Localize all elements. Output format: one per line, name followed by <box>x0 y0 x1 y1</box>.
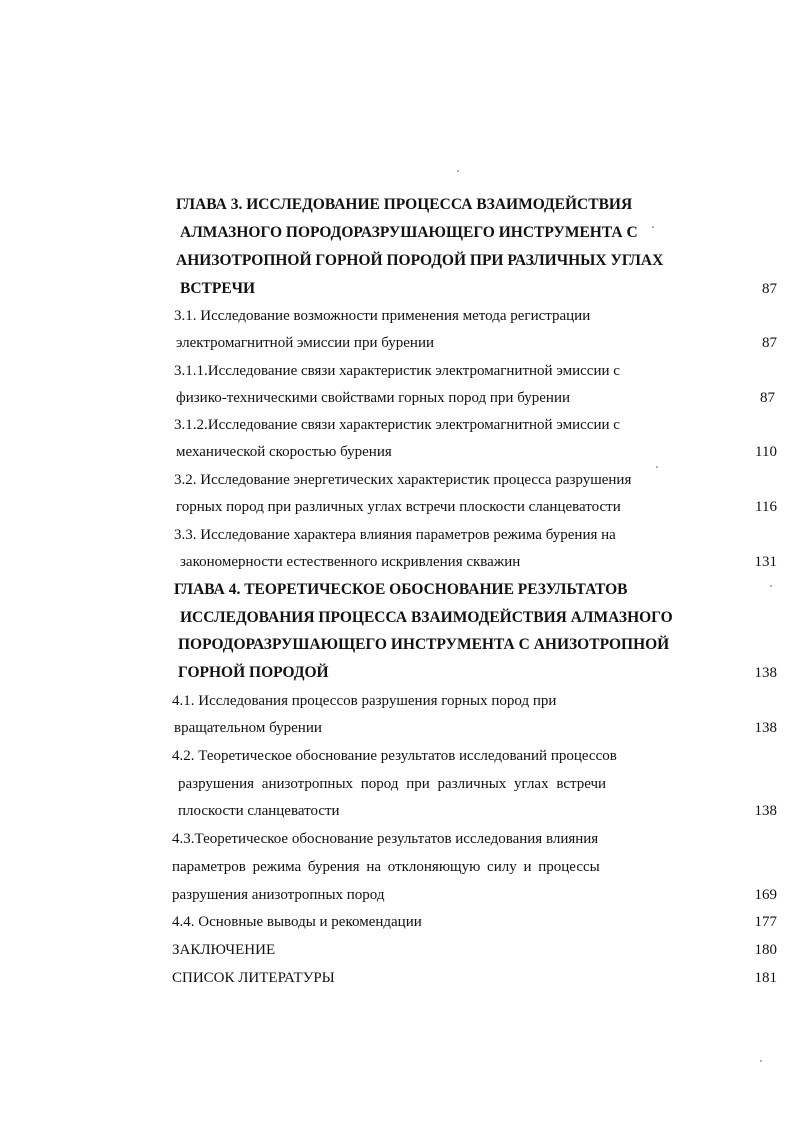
toc-entry <box>0 329 793 357</box>
toc-entry <box>0 604 793 632</box>
toc-entry-text: 3.1.1.Исследование связи характеристик электромагнитной эмиссии с <box>174 363 620 379</box>
toc-entry-text: вращательном бурении <box>174 720 322 736</box>
toc-entry <box>0 357 793 385</box>
toc-entry-text: 3.3. Исследование характера влияния параметров режима бурения на <box>174 527 616 543</box>
toc-page-number: 87 <box>760 390 775 406</box>
toc-entry-text: ИССЛЕДОВАНИЯ ПРОЦЕССА ВЗАИМОДЕЙСТВИЯ АЛМАЗНОГО <box>180 609 673 626</box>
toc-entry-text: СПИСОК ЛИТЕРАТУРЫ <box>172 970 335 986</box>
toc-entry-text: 4.1. Исследования процессов разрушения горных пород при <box>172 693 557 709</box>
toc-page-number: 169 <box>754 887 777 903</box>
toc-entry <box>0 521 793 549</box>
toc-page-number: 131 <box>754 554 777 570</box>
toc-entry-text: ГЛАВА 3. ИССЛЕДОВАНИЕ ПРОЦЕССА ВЗАИМОДЕЙСТВИЯ <box>176 196 633 213</box>
toc-entry <box>0 714 793 742</box>
toc-entry <box>0 275 793 303</box>
toc-page-number: 180 <box>754 942 777 958</box>
toc-entry <box>0 964 793 992</box>
scan-speck <box>656 466 658 468</box>
toc-entry <box>0 576 793 604</box>
toc-page-number: 110 <box>755 444 777 460</box>
toc-entry <box>0 411 793 439</box>
toc-entry <box>0 384 793 412</box>
toc-entry <box>0 825 793 853</box>
toc-entry-text: ПОРОДОРАЗРУШАЮЩЕГО ИНСТРУМЕНТА С АНИЗОТРОПНОЙ <box>178 636 670 653</box>
toc-entry-text: электромагнитной эмиссии при бурении <box>176 335 435 351</box>
toc-entry <box>0 438 793 466</box>
toc-entry-text: горных пород при различных углах встречи плоскости сланцеватости <box>176 499 621 515</box>
toc-entry <box>0 881 793 909</box>
toc-page-number: 138 <box>754 803 777 819</box>
toc-entry <box>0 770 793 798</box>
toc-entry-text: 4.4. Основные выводы и рекомендации <box>172 914 422 930</box>
toc-entry <box>0 219 793 247</box>
toc-entry <box>0 742 793 770</box>
toc-entry-text: разрушения анизотропных пород при различных углах встречи <box>178 776 607 792</box>
toc-entry-text: 3.2. Исследование энергетических характеристик процесса разрушения <box>174 472 632 488</box>
toc-entry-text: разрушения анизотропных пород <box>172 887 385 903</box>
toc-entry-text: АЛМАЗНОГО ПОРОДОРАЗРУШАЮЩЕГО ИНСТРУМЕНТА С <box>180 224 638 241</box>
toc-page-number: 87 <box>762 281 777 297</box>
toc-entry-text: 3.1.2.Исследование связи характеристик электромагнитной эмиссии с <box>174 417 620 433</box>
toc-entry <box>0 247 793 275</box>
scan-speck <box>760 1060 762 1062</box>
toc-page-number: 181 <box>754 970 777 986</box>
toc-entry <box>0 908 793 936</box>
toc-entry <box>0 466 793 494</box>
toc-entry <box>0 687 793 715</box>
toc-entry-text: ВСТРЕЧИ <box>180 280 256 297</box>
scan-speck <box>457 170 459 172</box>
toc-entry-text: ГОРНОЙ ПОРОДОЙ <box>178 664 329 681</box>
toc-entry <box>0 853 793 881</box>
toc-entry-text: механической скоростью бурения <box>176 444 392 460</box>
toc-entry <box>0 797 793 825</box>
toc-entry <box>0 191 793 219</box>
toc-entry-text: физико-техническими свойствами горных пород при бурении <box>176 390 571 406</box>
toc-page-number: 116 <box>755 499 777 515</box>
toc-entry <box>0 493 793 521</box>
toc-entry <box>0 302 793 330</box>
toc-entry-text: ГЛАВА 4. ТЕОРЕТИЧЕСКОЕ ОБОСНОВАНИЕ РЕЗУЛЬТАТОВ <box>174 581 628 598</box>
toc-page-number: 138 <box>754 720 777 736</box>
toc-entry-text: закономерности естественного искривления скважин <box>180 554 521 570</box>
toc-page-number: 138 <box>754 665 777 681</box>
toc-page-number: 177 <box>754 914 777 930</box>
scan-speck <box>770 585 772 587</box>
toc-entry-text: параметров режима бурения на отклоняющую силу и процессы <box>172 859 600 875</box>
toc-entry-text: плоскости сланцеватости <box>178 803 340 819</box>
toc-entry <box>0 548 793 576</box>
toc-entry-text: ЗАКЛЮЧЕНИЕ <box>172 942 276 958</box>
toc-entry-text: 4.3.Теоретическое обоснование результатов исследования влияния <box>172 831 599 847</box>
scan-speck <box>652 226 654 228</box>
toc-entry <box>0 631 793 659</box>
toc-entry-text: АНИЗОТРОПНОЙ ГОРНОЙ ПОРОДОЙ ПРИ РАЗЛИЧНЫХ УГЛАХ <box>176 252 664 269</box>
toc-entry <box>0 936 793 964</box>
toc-entry-text: 4.2. Теоретическое обоснование результатов исследований процессов <box>172 748 617 764</box>
toc-entry <box>0 659 793 687</box>
toc-entry-text: 3.1. Исследование возможности применения метода регистрации <box>174 308 591 324</box>
toc-page-number: 87 <box>762 335 777 351</box>
